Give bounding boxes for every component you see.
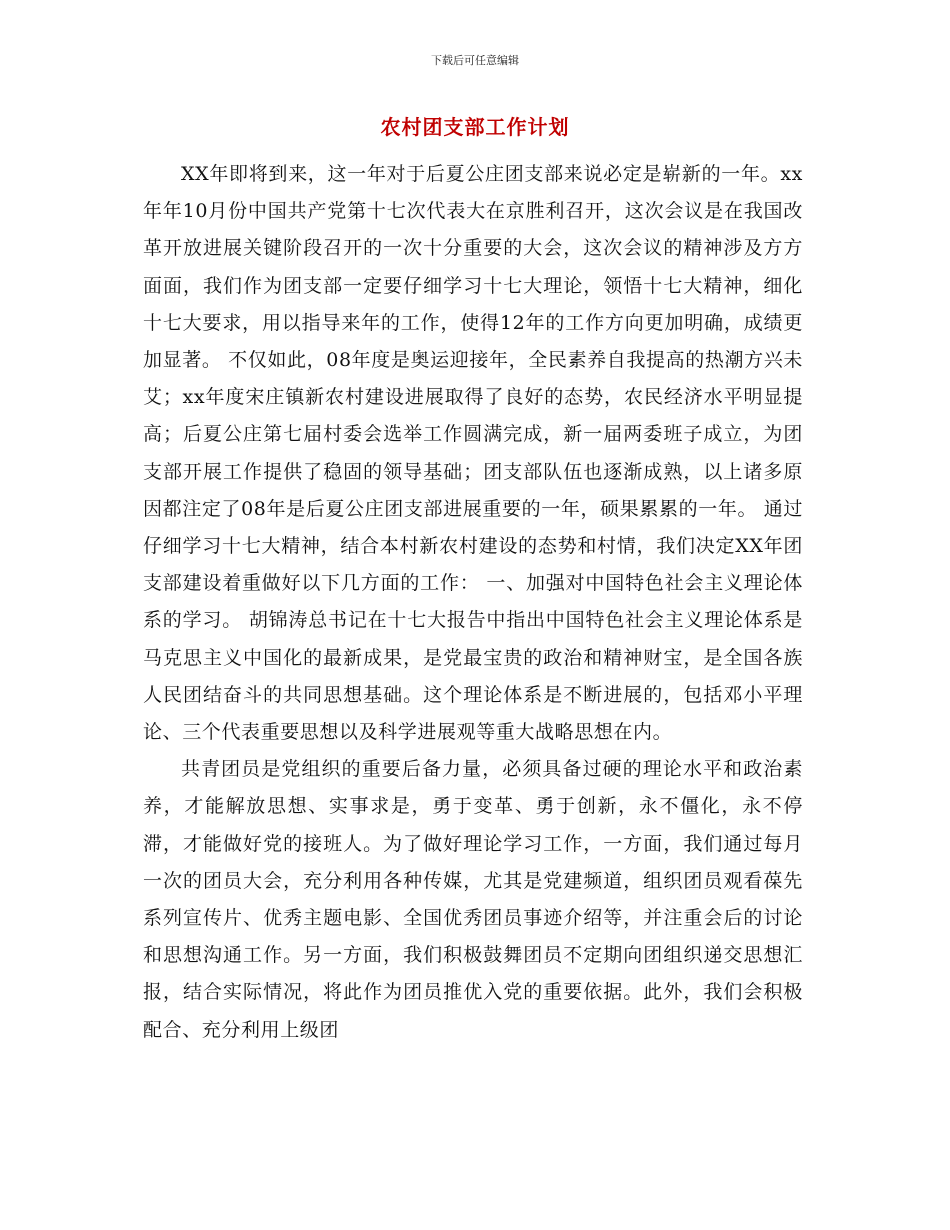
page-header-note: 下载后可任意编辑: [431, 54, 519, 67]
body-paragraph-1: XX年即将到来，这一年对于后夏公庄团支部来说必定是崭新的一年。xx年年10月份中国共产党第十七次代表大在京胜利召开，这次会议是在我国改革开放进展关键阶段召开的一次十分重要的大会，这次会议的精神涉及方方面面，我们作为团支部一定要仔细学习十七大理论，领悟十七大精神，细化十七大要求，用以指导来年的工作，使得12年的工作方向更加明确，成绩更加显著。 不仅如此，08年度是奥运迎接年，全民素养自我提高的热潮方兴未艾；xx年度宋庄镇新农村建设进展取得了良好的态势，农民经济水平明显提高；后夏公庄第七届村委会选举工作圆满完成，新一届两委班子成立，为团支部开展工作提供了稳固的领导基础；团支部队伍也逐渐成熟，以上诸多原因都注定了08年是后夏公庄团支部进展重要的一年，硕果累累的一年。 通过仔细学习十七大精神，结合本村新农村建设的态势和村情，我们决定XX年团支部建设着重做好以下几方面的工作： 一、加强对中国特色社会主义理论体系的学习。 胡锦涛总书记在十七大报告中指出中国特色社会主义理论体系是马克思主义中国化的最新成果，是党最宝贵的政治和精神财宝，是全国各族人民团结奋斗的共同思想基础。这个理论体系是不断进展的，包括邓小平理论、三个代表重要思想以及科学进展观等重大战略思想在内。: [143, 163, 803, 744]
document-body: [143, 156, 803, 1049]
body-paragraph-2: 共青团员是党组织的重要后备力量，必须具备过硬的理论水平和政治素养，才能解放思想、实事求是，勇于变革、勇于创新，永不僵化，永不停滞，才能做好党的接班人。为了做好理论学习工作，一方面，我们通过每月一次的团员大会，充分利用各种传媒，尤其是党建频道，组织团员观看葆先系列宣传片、优秀主题电影、全国优秀团员事迹介绍等，并注重会后的讨论和思想沟通工作。另一方面，我们积极鼓舞团员不定期向团组织递交思想汇报，结合实际情况，将此作为团员推优入党的重要依据。此外，我们会积极配合、充分利用上级团: [143, 758, 803, 1041]
document-title: 农村团支部工作计划: [380, 115, 570, 139]
